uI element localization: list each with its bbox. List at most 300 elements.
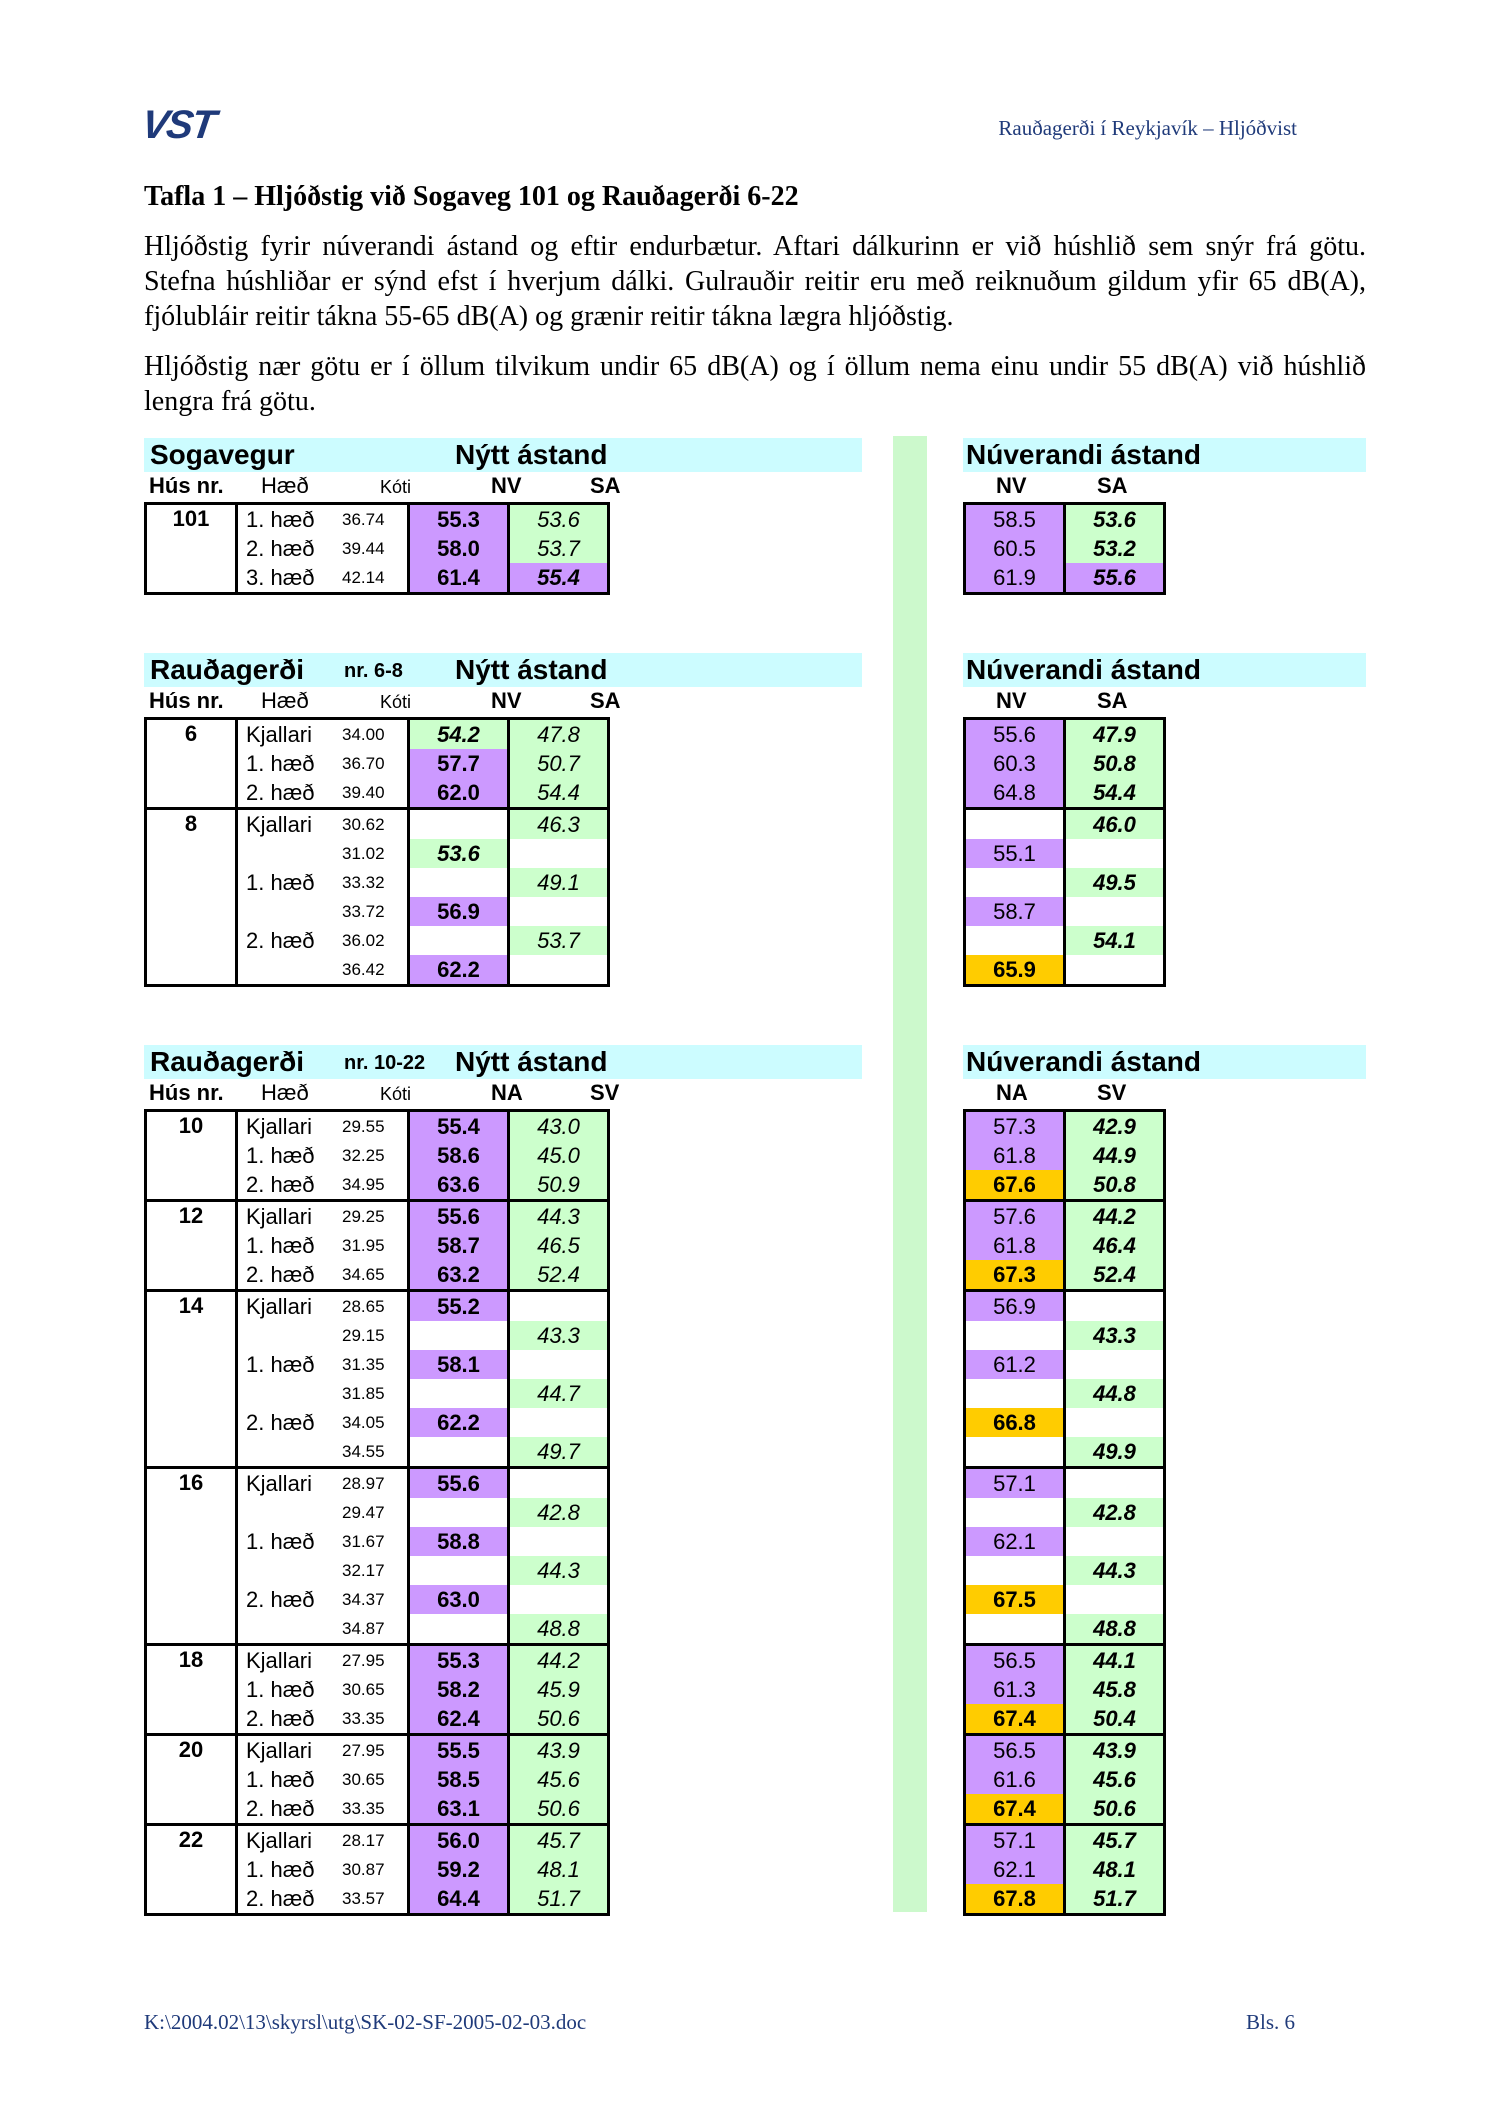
- new-level-b: 53.7: [509, 534, 609, 563]
- table-row: [965, 1231, 1165, 1260]
- current-level-a: 58.5: [965, 504, 1065, 535]
- current-level-a: 56.5: [965, 1735, 1065, 1766]
- new-state-label: Nýtt ástand: [455, 1046, 608, 1077]
- current-level-b: 45.6: [1065, 1765, 1165, 1794]
- new-state-label: Nýtt ástand: [455, 439, 608, 470]
- new-state-table: [144, 1109, 610, 1916]
- new-level-b: 45.0: [509, 1141, 609, 1170]
- elevation-value: 32.25: [342, 1145, 385, 1165]
- elevation-value: 28.17: [336, 1825, 409, 1856]
- col-header-floor: Hæð: [261, 473, 309, 498]
- new-level-a: 58.2: [409, 1675, 509, 1704]
- new-level-b: 50.6: [509, 1704, 609, 1735]
- table-row: [146, 1111, 609, 1142]
- current-level-a: 56.9: [965, 1291, 1065, 1322]
- elevation-value: 29.55: [342, 1116, 385, 1136]
- new-level-a: 63.2: [409, 1260, 509, 1291]
- col-header-house: Hús nr.: [149, 473, 224, 498]
- current-level-a: 67.4: [965, 1794, 1065, 1825]
- table-row: [965, 563, 1165, 594]
- new-level-b: [509, 955, 609, 986]
- floor-label: [237, 897, 337, 926]
- floor-label: 1. hæð: [246, 1528, 315, 1554]
- new-level-b: 43.9: [509, 1735, 609, 1766]
- new-level-b: 52.4: [509, 1260, 609, 1291]
- house-number: 22: [146, 1825, 237, 1915]
- floor-label: 1. hæð: [246, 506, 315, 532]
- new-level-b: 43.0: [509, 1111, 609, 1142]
- floor-label: Kjallari: [237, 1468, 337, 1499]
- new-level-b: [509, 1350, 609, 1379]
- current-level-a: 67.8: [965, 1884, 1065, 1915]
- street-name: Rauðagerði: [150, 1046, 305, 1077]
- new-level-b: [509, 1527, 609, 1556]
- floor-label: 1. hæð: [246, 1351, 315, 1377]
- current-level-b: 53.6: [1065, 504, 1165, 535]
- current-level-b: 50.6: [1065, 1794, 1165, 1825]
- new-level-a: [409, 1556, 509, 1585]
- floor-label: [237, 1379, 337, 1408]
- current-level-a: 61.8: [965, 1231, 1065, 1260]
- elevation-value: 30.62: [336, 809, 409, 840]
- elevation-value: 28.97: [336, 1468, 409, 1499]
- new-level-a: 55.3: [409, 1645, 509, 1676]
- table-row: [965, 1527, 1165, 1556]
- current-level-a: [965, 1379, 1065, 1408]
- table-row: [965, 1735, 1165, 1766]
- new-level-a: 58.5: [409, 1765, 509, 1794]
- new-level-b: 44.3: [509, 1556, 609, 1585]
- current-state-label: Núverandi ástand: [966, 654, 1201, 685]
- current-level-b: [1065, 1291, 1165, 1322]
- floor-label: 1. hæð: [246, 1232, 315, 1258]
- table-row: [146, 504, 609, 535]
- table-row: [965, 1765, 1165, 1794]
- col-header-current-a: NV: [996, 473, 1027, 498]
- new-level-a: 58.6: [409, 1141, 509, 1170]
- vst-logo: VST: [138, 103, 217, 147]
- house-range: nr. 10-22: [344, 1052, 426, 1074]
- floor-label: 2. hæð: [246, 779, 315, 805]
- table-row: [965, 1291, 1165, 1322]
- current-level-b: 44.3: [1065, 1556, 1165, 1585]
- new-level-a: 55.3: [409, 504, 509, 535]
- col-header-new-b: SA: [590, 473, 621, 498]
- current-level-a: 58.7: [965, 897, 1065, 926]
- current-level-a: [965, 1321, 1065, 1350]
- current-state-table: [963, 717, 1166, 987]
- elevation-value: 42.14: [342, 567, 385, 587]
- current-level-b: 44.8: [1065, 1379, 1165, 1408]
- table-row: [965, 926, 1165, 955]
- current-level-b: [1065, 1585, 1165, 1614]
- current-level-a: 67.3: [965, 1260, 1065, 1291]
- elevation-value: 36.74: [342, 509, 385, 529]
- current-level-b: 54.1: [1065, 926, 1165, 955]
- col-header-koti: Kóti: [380, 692, 412, 712]
- floor-label: Kjallari: [246, 721, 313, 747]
- new-level-b: 44.3: [509, 1201, 609, 1232]
- elevation-value: 30.65: [342, 1769, 385, 1789]
- floor-label: [237, 1556, 337, 1585]
- new-level-b: 43.3: [509, 1321, 609, 1350]
- current-level-a: 62.1: [965, 1527, 1065, 1556]
- current-level-a: 61.2: [965, 1350, 1065, 1379]
- house-number: 18: [146, 1645, 237, 1735]
- floor-label: Kjallari: [237, 1735, 337, 1766]
- elevation-value: 29.47: [342, 1502, 385, 1522]
- table-row: [965, 868, 1165, 897]
- table-row: [965, 1350, 1165, 1379]
- table-row: [965, 1408, 1165, 1437]
- new-level-a: 58.8: [409, 1527, 509, 1556]
- new-level-a: 63.1: [409, 1794, 509, 1825]
- current-level-b: 50.8: [1065, 749, 1165, 778]
- elevation-value: 33.57: [342, 1888, 385, 1908]
- house-number: 12: [146, 1201, 237, 1291]
- new-level-a: 62.2: [409, 1408, 509, 1437]
- col-header-floor: Hæð: [261, 688, 309, 713]
- table-row: [965, 1675, 1165, 1704]
- street-name: Sogavegur: [150, 439, 295, 470]
- current-level-a: 57.3: [965, 1111, 1065, 1142]
- elevation-value: 39.40: [342, 782, 385, 802]
- current-level-a: [965, 1556, 1065, 1585]
- section-header-new: [144, 1045, 862, 1079]
- new-level-a: [409, 1437, 509, 1468]
- current-level-b: 45.8: [1065, 1675, 1165, 1704]
- new-level-b: [509, 1585, 609, 1614]
- current-level-b: 45.7: [1065, 1825, 1165, 1856]
- new-level-b: 54.4: [509, 778, 609, 809]
- table-row: [965, 1201, 1165, 1232]
- table-row: [965, 897, 1165, 926]
- current-level-b: 48.8: [1065, 1614, 1165, 1645]
- floor-label: 1. hæð: [246, 1766, 315, 1792]
- elevation-value: 31.02: [342, 843, 385, 863]
- col-header-current-a: NA: [996, 1080, 1028, 1105]
- table-row: [965, 1614, 1165, 1645]
- new-level-b: 42.8: [509, 1498, 609, 1527]
- new-level-b: 49.7: [509, 1437, 609, 1468]
- elevation-value: 33.72: [342, 901, 385, 921]
- floor-label: 1. hæð: [246, 750, 315, 776]
- new-level-a: 61.4: [409, 563, 509, 594]
- current-level-b: 48.1: [1065, 1855, 1165, 1884]
- floor-label: [237, 1614, 337, 1645]
- section-header-new: [144, 438, 862, 472]
- elevation-value: 29.15: [342, 1325, 385, 1345]
- new-level-a: [409, 809, 509, 840]
- new-level-a: 59.2: [409, 1855, 509, 1884]
- current-level-a: 61.9: [965, 563, 1065, 594]
- new-level-a: 64.4: [409, 1884, 509, 1915]
- table-row: [965, 1556, 1165, 1585]
- new-level-b: 53.7: [509, 926, 609, 955]
- new-level-a: 63.6: [409, 1170, 509, 1201]
- floor-label: [237, 1498, 337, 1527]
- elevation-value: 36.70: [342, 753, 385, 773]
- new-level-b: 46.3: [509, 809, 609, 840]
- elevation-value: 34.65: [342, 1264, 385, 1284]
- new-level-b: 50.9: [509, 1170, 609, 1201]
- current-level-a: 67.6: [965, 1170, 1065, 1201]
- new-level-b: 46.5: [509, 1231, 609, 1260]
- current-level-a: 57.1: [965, 1468, 1065, 1499]
- floor-label: 1. hæð: [246, 1676, 315, 1702]
- elevation-value: 36.42: [342, 959, 385, 979]
- current-level-a: 61.3: [965, 1675, 1065, 1704]
- new-level-a: 57.7: [409, 749, 509, 778]
- floor-label: 2. hæð: [246, 1885, 315, 1911]
- new-level-b: [509, 1468, 609, 1499]
- new-level-a: [409, 926, 509, 955]
- current-level-a: [965, 1437, 1065, 1468]
- new-level-b: 45.9: [509, 1675, 609, 1704]
- current-level-a: [965, 868, 1065, 897]
- col-header-current-b: SV: [1097, 1080, 1127, 1105]
- floor-label: Kjallari: [246, 1113, 313, 1139]
- intro-paragraph: Hljóðstig fyrir núverandi ástand og eftir endurbætur. Aftari dálkurinn er við húshlið sem snýr frá götu. Stefna húshliðar er sýnd efst í hverjum dálki. Gulrauðir reitir eru með reiknuðum gildum yfir 65 dB(A), fjólubláir reitir tákna 55-65 dB(A) og grænir reitir tákna lægra hljóðstig.: [144, 231, 1366, 332]
- current-state-table: [963, 1109, 1166, 1916]
- current-state-label: Núverandi ástand: [966, 1046, 1201, 1077]
- new-level-a: 55.6: [409, 1201, 509, 1232]
- table-row: [146, 1825, 609, 1856]
- elevation-value: 29.25: [336, 1201, 409, 1232]
- elevation-value: 33.35: [342, 1798, 385, 1818]
- floor-label: Kjallari: [237, 1645, 337, 1676]
- new-state-table: [144, 502, 610, 595]
- current-level-b: 52.4: [1065, 1260, 1165, 1291]
- new-level-b: 47.8: [509, 719, 609, 750]
- table-row: [965, 1260, 1165, 1291]
- floor-label: 2. hæð: [246, 1409, 315, 1435]
- new-level-b: [509, 1408, 609, 1437]
- current-level-b: [1065, 1468, 1165, 1499]
- summary-paragraph: Hljóðstig nær götu er í öllum tilvikum undir 65 dB(A) og í öllum nema einu undir 55 dB(A) við húshlið lengra frá götu.: [144, 351, 1366, 417]
- elevation-value: 31.95: [342, 1235, 385, 1255]
- floor-label: 2. hæð: [246, 1171, 315, 1197]
- current-level-b: 43.9: [1065, 1735, 1165, 1766]
- current-level-b: 53.2: [1065, 534, 1165, 563]
- new-level-a: 58.7: [409, 1231, 509, 1260]
- col-header-new-a: NV: [491, 473, 522, 498]
- current-level-b: 51.7: [1065, 1884, 1165, 1915]
- house-number: 6: [146, 719, 237, 809]
- house-number: 8: [146, 809, 237, 986]
- col-header-floor: Hæð: [261, 1080, 309, 1105]
- current-level-b: 49.5: [1065, 868, 1165, 897]
- elevation-value: 31.67: [342, 1531, 385, 1551]
- current-level-a: 67.5: [965, 1585, 1065, 1614]
- elevation-value: 33.35: [342, 1708, 385, 1728]
- elevation-value: 34.55: [342, 1441, 385, 1461]
- new-level-a: 63.0: [409, 1585, 509, 1614]
- elevation-value: 31.85: [342, 1383, 385, 1403]
- elevation-value: 28.65: [336, 1291, 409, 1322]
- current-level-a: 60.3: [965, 749, 1065, 778]
- new-level-a: 56.9: [409, 897, 509, 926]
- new-level-b: 55.4: [509, 563, 609, 594]
- table-row: [965, 504, 1165, 535]
- table-row: [965, 1321, 1165, 1350]
- col-header-current-a: NV: [996, 688, 1027, 713]
- footer-page-number: Bls. 6: [1245, 2010, 1295, 2034]
- floor-label: [237, 1321, 337, 1350]
- col-header-house: Hús nr.: [149, 688, 224, 713]
- house-number: 16: [146, 1468, 237, 1645]
- elevation-value: 27.95: [336, 1645, 409, 1676]
- current-level-b: [1065, 839, 1165, 868]
- table-row: [146, 1735, 609, 1766]
- col-header-house: Hús nr.: [149, 1080, 224, 1105]
- floor-label: 1. hæð: [246, 1142, 315, 1168]
- house-number: 10: [146, 1111, 237, 1201]
- new-level-b: 45.6: [509, 1765, 609, 1794]
- elevation-value: 39.44: [342, 538, 385, 558]
- current-level-a: [965, 1614, 1065, 1645]
- table-row: [146, 1645, 609, 1676]
- current-level-a: 65.9: [965, 955, 1065, 986]
- section-header-current: [963, 438, 1366, 472]
- col-header-new-b: SV: [590, 1080, 620, 1105]
- current-state-table: [963, 502, 1166, 595]
- table-row: [965, 1468, 1165, 1499]
- new-level-a: [409, 1321, 509, 1350]
- section-header-current: [963, 653, 1366, 687]
- new-state-table: [144, 717, 610, 987]
- new-level-a: 62.2: [409, 955, 509, 986]
- table-row: [965, 1379, 1165, 1408]
- column-divider: [893, 436, 927, 1912]
- section-header-new: [144, 653, 862, 687]
- current-level-b: [1065, 1527, 1165, 1556]
- document-header-title: Rauðagerði í Reykjavík – Hljóðvist: [998, 116, 1297, 140]
- current-level-a: 61.8: [965, 1141, 1065, 1170]
- elevation-value: 30.65: [342, 1679, 385, 1699]
- new-level-b: 48.1: [509, 1855, 609, 1884]
- current-level-b: 43.3: [1065, 1321, 1165, 1350]
- floor-label: [237, 839, 337, 868]
- new-level-a: 58.0: [409, 534, 509, 563]
- new-level-b: 44.7: [509, 1379, 609, 1408]
- current-level-b: 46.4: [1065, 1231, 1165, 1260]
- new-level-a: 62.4: [409, 1704, 509, 1735]
- current-level-a: 55.6: [965, 719, 1065, 750]
- new-level-b: 50.6: [509, 1794, 609, 1825]
- current-level-a: 56.5: [965, 1645, 1065, 1676]
- current-level-a: 60.5: [965, 534, 1065, 563]
- table-row: [965, 1437, 1165, 1468]
- current-level-b: 46.0: [1065, 809, 1165, 840]
- table-row: [965, 778, 1165, 809]
- new-level-b: 49.1: [509, 868, 609, 897]
- new-level-a: 54.2: [409, 719, 509, 750]
- col-header-current-b: SA: [1097, 688, 1128, 713]
- new-level-a: 55.5: [409, 1735, 509, 1766]
- current-level-b: 44.1: [1065, 1645, 1165, 1676]
- table-row: [146, 1201, 609, 1232]
- floor-label: Kjallari: [237, 1825, 337, 1856]
- floor-label: 1. hæð: [246, 1856, 315, 1882]
- table-row: [146, 1291, 609, 1322]
- table-row: [965, 1825, 1165, 1856]
- current-level-a: 62.1: [965, 1855, 1065, 1884]
- current-level-b: 44.9: [1065, 1141, 1165, 1170]
- new-level-a: 55.2: [409, 1291, 509, 1322]
- current-level-a: 55.1: [965, 839, 1065, 868]
- section-header-current: [963, 1045, 1366, 1079]
- table-row: [965, 809, 1165, 840]
- current-level-b: 47.9: [1065, 719, 1165, 750]
- new-level-a: [409, 1498, 509, 1527]
- table-title: Tafla 1 – Hljóðstig við Sogaveg 101 og Rauðagerði 6-22: [144, 181, 799, 212]
- floor-label: 2. hæð: [246, 535, 315, 561]
- elevation-value: 33.32: [342, 872, 385, 892]
- new-level-b: [509, 897, 609, 926]
- table-row: [965, 1141, 1165, 1170]
- table-row: [146, 719, 609, 750]
- current-level-a: 64.8: [965, 778, 1065, 809]
- new-level-a: [409, 1379, 509, 1408]
- new-level-b: 53.6: [509, 504, 609, 535]
- elevation-value: 34.00: [342, 724, 385, 744]
- new-level-a: 55.4: [409, 1111, 509, 1142]
- current-level-b: 44.2: [1065, 1201, 1165, 1232]
- current-level-b: [1065, 1350, 1165, 1379]
- elevation-value: 36.02: [342, 930, 385, 950]
- col-header-koti: Kóti: [380, 477, 412, 497]
- footer-file-path: K:\2004.02\13\skyrsl\utg\SK-02-SF-2005-02-03.doc: [144, 2010, 587, 2034]
- floor-label: 2. hæð: [246, 927, 315, 953]
- new-state-label: Nýtt ástand: [455, 654, 608, 685]
- table-row: [965, 1704, 1165, 1735]
- elevation-value: 31.35: [342, 1354, 385, 1374]
- elevation-value: 34.95: [342, 1174, 385, 1194]
- floor-label: Kjallari: [237, 1291, 337, 1322]
- new-level-a: 62.0: [409, 778, 509, 809]
- house-range: nr. 6-8: [344, 660, 403, 682]
- current-level-b: 50.4: [1065, 1704, 1165, 1735]
- current-level-b: 49.9: [1065, 1437, 1165, 1468]
- floor-label: 2. hæð: [246, 1261, 315, 1287]
- street-name: Rauðagerði: [150, 654, 305, 685]
- new-level-a: 55.6: [409, 1468, 509, 1499]
- current-level-a: 57.1: [965, 1825, 1065, 1856]
- current-level-b: 55.6: [1065, 563, 1165, 594]
- new-level-b: 44.2: [509, 1645, 609, 1676]
- col-header-new-a: NA: [491, 1080, 523, 1105]
- new-level-b: 45.7: [509, 1825, 609, 1856]
- current-level-b: [1065, 897, 1165, 926]
- col-header-new-a: NV: [491, 688, 522, 713]
- floor-label: [237, 955, 337, 986]
- new-level-b: 50.7: [509, 749, 609, 778]
- elevation-value: 30.87: [342, 1859, 385, 1879]
- elevation-value: 27.95: [336, 1735, 409, 1766]
- floor-label: [237, 1437, 337, 1468]
- current-level-a: 57.6: [965, 1201, 1065, 1232]
- new-level-b: 48.8: [509, 1614, 609, 1645]
- house-number: 20: [146, 1735, 237, 1825]
- table-row: [965, 534, 1165, 563]
- elevation-value: 32.17: [342, 1560, 385, 1580]
- table-row: [965, 1498, 1165, 1527]
- table-row: [965, 839, 1165, 868]
- current-level-a: 61.6: [965, 1765, 1065, 1794]
- current-level-a: 67.4: [965, 1704, 1065, 1735]
- current-level-b: 42.9: [1065, 1111, 1165, 1142]
